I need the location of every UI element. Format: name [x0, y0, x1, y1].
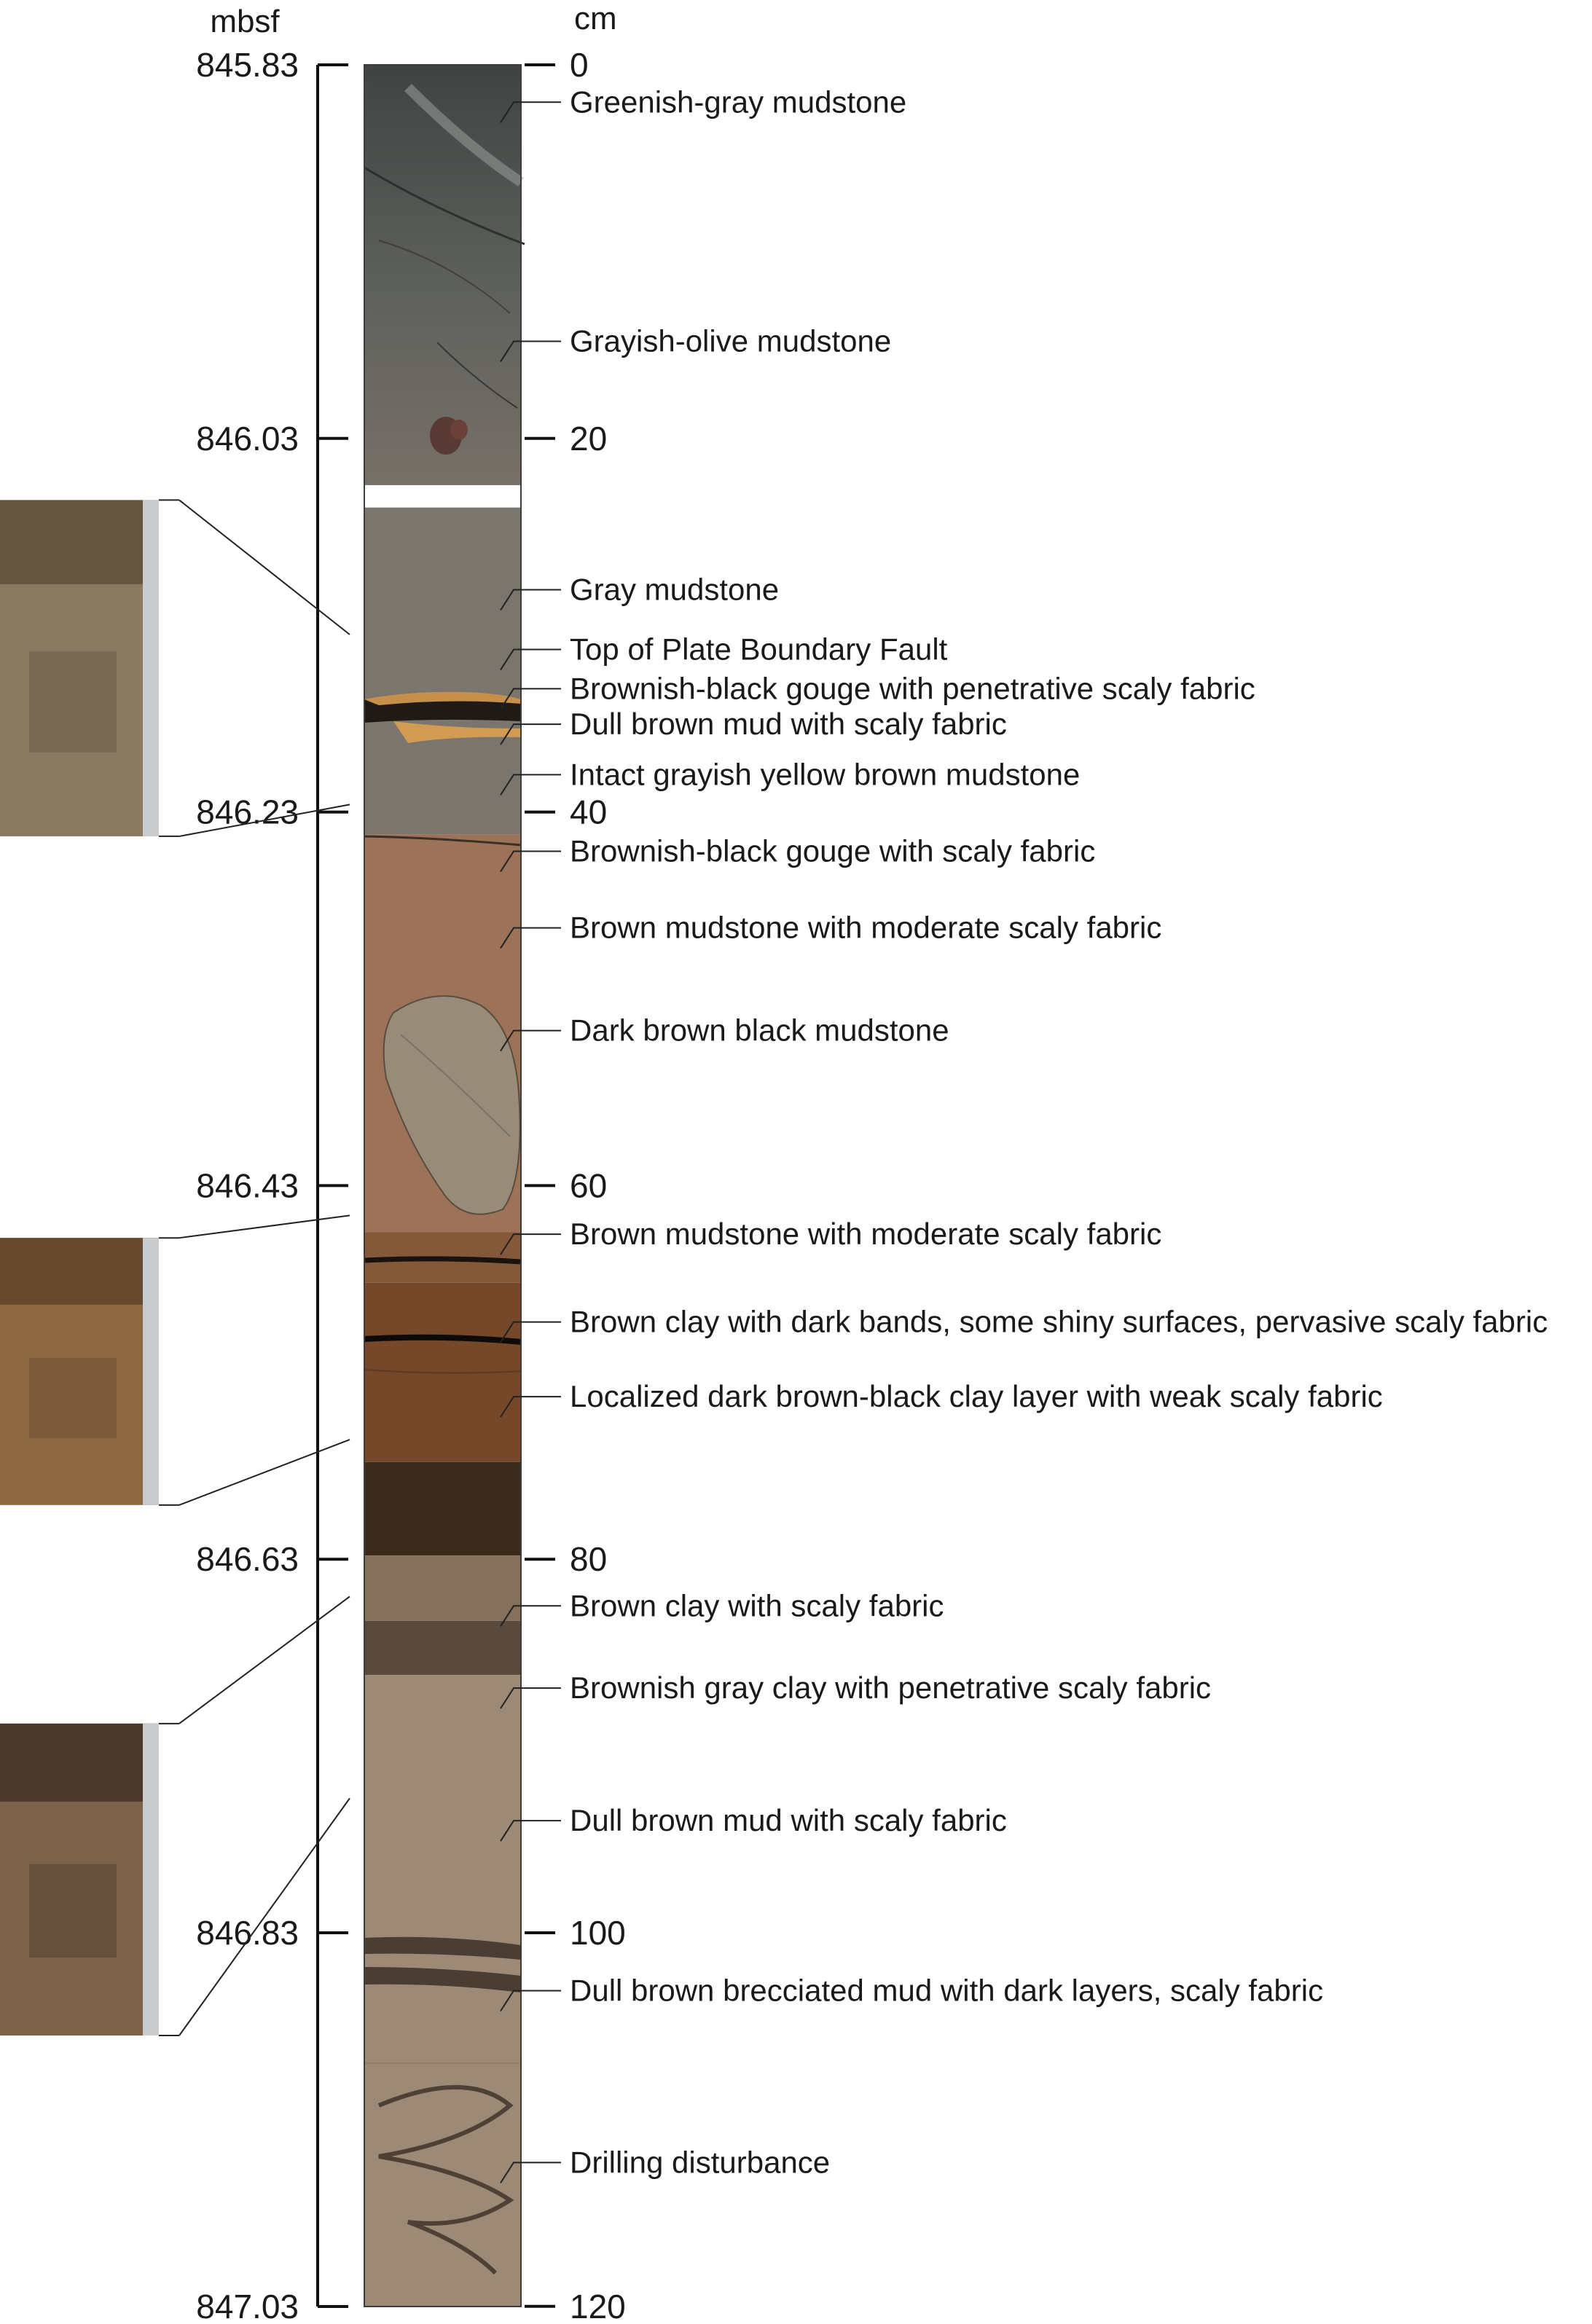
- photo-connector-line: [179, 1440, 350, 1505]
- cm-tick-label: 120: [570, 2287, 626, 2324]
- lithology-layer-8: [364, 1621, 521, 1675]
- lithology-descriptions: [501, 85, 1548, 2183]
- mbsf-axis-title: mbsf: [210, 4, 280, 39]
- photo-connector-line: [179, 500, 350, 635]
- mbsf-tick-label: 845.83: [196, 46, 299, 84]
- mbsf-ticks: [196, 46, 348, 2324]
- description-label: Brownish gray clay with penetrative scaly fabric: [570, 1671, 1212, 1705]
- description-label: Brownish-black gouge with penetrative scaly fabric: [570, 671, 1255, 706]
- description-label: Top of Plate Boundary Fault: [570, 632, 948, 667]
- description-label: Brown clay with scaly fabric: [570, 1588, 944, 1623]
- lithology-layer-2: [364, 508, 521, 835]
- description-label: Brown mudstone with moderate scaly fabric: [570, 910, 1162, 945]
- cm-tick-label: 60: [570, 1166, 608, 1205]
- description-label: Dull brown mud with scaly fabric: [570, 1803, 1007, 1838]
- mbsf-tick-label: 846.63: [196, 1540, 299, 1579]
- lithology-layer-9: [364, 1675, 521, 2307]
- cm-tick-label: 0: [570, 46, 589, 84]
- description-label: Dull brown mud with scaly fabric: [570, 707, 1007, 742]
- core-column: [364, 65, 525, 2307]
- description-label: Brown mudstone with moderate scaly fabric: [570, 1217, 1162, 1252]
- cm-tick-label: 40: [570, 793, 608, 831]
- description-label: Greenish-gray mudstone: [570, 85, 907, 119]
- description-label: Drilling disturbance: [570, 2145, 831, 2180]
- cm-tick-label: 80: [570, 1540, 608, 1579]
- description-label: Localized dark brown-black clay layer with weak scaly fabric: [570, 1379, 1383, 1414]
- mbsf-tick-label: 846.23: [196, 793, 299, 831]
- description-label: Grayish-olive mudstone: [570, 323, 892, 358]
- description-label: Brown clay with dark bands, some shiny surfaces, pervasive scaly fabric: [570, 1304, 1548, 1339]
- photo-connector-line: [179, 1596, 350, 1723]
- mbsf-tick-label: 847.03: [196, 2287, 299, 2324]
- core-photos: [0, 500, 350, 2036]
- core-photo-2: [0, 1215, 350, 1504]
- cm-tick-label: 100: [570, 1914, 626, 1952]
- description-label: Brownish-black gouge with scaly fabric: [570, 833, 1096, 868]
- cm-tick-label: 20: [570, 419, 608, 458]
- photo-connector-line: [179, 1215, 350, 1238]
- lithology-layer-6: [364, 1462, 521, 1555]
- mbsf-tick-label: 846.83: [196, 1914, 299, 1952]
- description-label: Gray mudstone: [570, 572, 780, 607]
- core-photo-1: [0, 500, 350, 836]
- description-label: Dull brown brecciated mud with dark layers, scaly fabric: [570, 1973, 1324, 2008]
- lithology-layer-7: [364, 1555, 521, 1621]
- description-label: Dark brown black mudstone: [570, 1013, 949, 1048]
- mbsf-tick-label: 846.03: [196, 419, 299, 458]
- cm-axis-title: cm: [574, 1, 617, 36]
- core-photo-3: [0, 1596, 350, 2036]
- mbsf-tick-label: 846.43: [196, 1166, 299, 1205]
- description-label: Intact grayish yellow brown mudstone: [570, 757, 1081, 792]
